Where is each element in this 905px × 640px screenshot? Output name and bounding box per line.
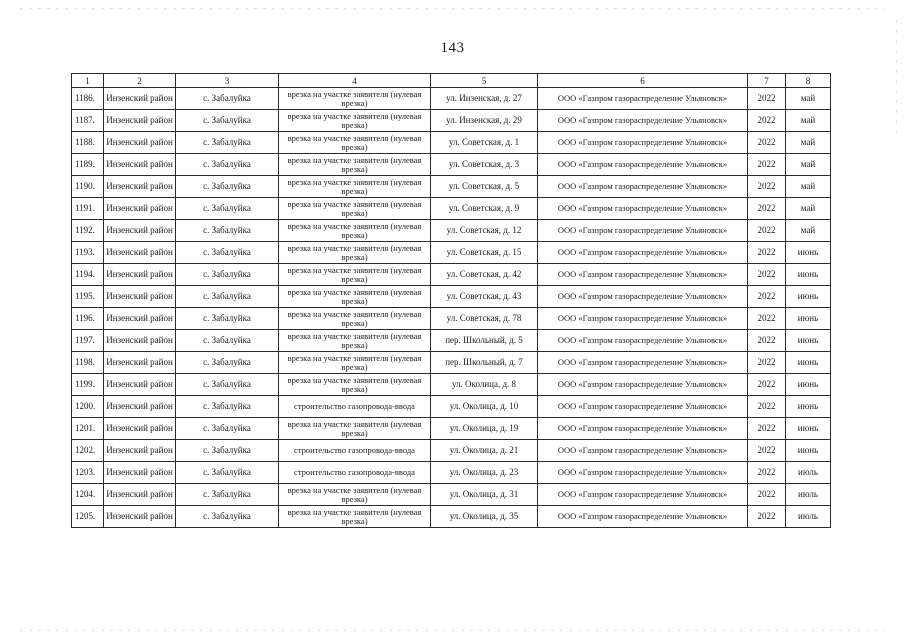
year-cell: 2022	[748, 330, 786, 352]
table-row	[72, 242, 831, 264]
row-number: 1195.	[72, 286, 104, 308]
scan-artifact-bottom	[20, 630, 885, 631]
district-cell: Инзенский район	[104, 330, 176, 352]
row-number: 1188.	[72, 132, 104, 154]
locality-cell: с. Забалуйка	[176, 176, 279, 198]
table-row	[72, 418, 831, 440]
table-row	[72, 198, 831, 220]
locality-cell: с. Забалуйка	[176, 88, 279, 110]
organization-cell: ООО «Газпром газораспределение Ульяновск»	[538, 396, 748, 418]
work-type-cell: врезка на участке заявителя (нулевая врезка)	[279, 264, 431, 286]
month-cell: май	[786, 132, 831, 154]
row-number: 1205.	[72, 506, 104, 528]
address-cell: ул. Советская, д. 5	[431, 176, 538, 198]
address-cell: ул. Советская, д. 15	[431, 242, 538, 264]
row-number: 1186.	[72, 88, 104, 110]
district-cell: Инзенский район	[104, 374, 176, 396]
month-cell: июнь	[786, 264, 831, 286]
organization-cell: ООО «Газпром газораспределение Ульяновск»	[538, 176, 748, 198]
district-cell: Инзенский район	[104, 484, 176, 506]
locality-cell: с. Забалуйка	[176, 330, 279, 352]
district-cell: Инзенский район	[104, 286, 176, 308]
organization-cell: ООО «Газпром газораспределение Ульяновск»	[538, 506, 748, 528]
year-cell: 2022	[748, 242, 786, 264]
address-cell: ул. Советская, д. 42	[431, 264, 538, 286]
address-cell: ул. Околица, д. 35	[431, 506, 538, 528]
address-cell: ул. Инзенская, д. 27	[431, 88, 538, 110]
row-number: 1193.	[72, 242, 104, 264]
organization-cell: ООО «Газпром газораспределение Ульяновск»	[538, 220, 748, 242]
year-cell: 2022	[748, 506, 786, 528]
year-cell: 2022	[748, 396, 786, 418]
year-cell: 2022	[748, 110, 786, 132]
locality-cell: с. Забалуйка	[176, 308, 279, 330]
row-number: 1196.	[72, 308, 104, 330]
month-cell: июль	[786, 506, 831, 528]
row-number: 1189.	[72, 154, 104, 176]
address-cell: ул. Советская, д. 12	[431, 220, 538, 242]
organization-cell: ООО «Газпром газораспределение Ульяновск»	[538, 418, 748, 440]
locality-cell: с. Забалуйка	[176, 220, 279, 242]
organization-cell: ООО «Газпром газораспределение Ульяновск»	[538, 462, 748, 484]
work-type-cell: врезка на участке заявителя (нулевая врезка)	[279, 418, 431, 440]
work-type-cell: врезка на участке заявителя (нулевая врезка)	[279, 176, 431, 198]
district-cell: Инзенский район	[104, 440, 176, 462]
organization-cell: ООО «Газпром газораспределение Ульяновск»	[538, 484, 748, 506]
month-cell: июнь	[786, 374, 831, 396]
district-cell: Инзенский район	[104, 264, 176, 286]
column-header-6: 6	[538, 74, 748, 88]
table-row	[72, 308, 831, 330]
locality-cell: с. Забалуйка	[176, 154, 279, 176]
month-cell: май	[786, 88, 831, 110]
row-number: 1200.	[72, 396, 104, 418]
year-cell: 2022	[748, 132, 786, 154]
district-cell: Инзенский район	[104, 506, 176, 528]
year-cell: 2022	[748, 176, 786, 198]
work-type-cell: строительство газопровода-ввода	[279, 396, 431, 418]
organization-cell: ООО «Газпром газораспределение Ульяновск»	[538, 330, 748, 352]
address-cell: пер. Школьный, д. 5	[431, 330, 538, 352]
month-cell: май	[786, 198, 831, 220]
month-cell: июль	[786, 484, 831, 506]
scan-artifact-top	[20, 8, 885, 9]
district-cell: Инзенский район	[104, 220, 176, 242]
table-row	[72, 506, 831, 528]
address-cell: ул. Околица, д. 19	[431, 418, 538, 440]
address-cell: ул. Советская, д. 9	[431, 198, 538, 220]
organization-cell: ООО «Газпром газораспределение Ульяновск»	[538, 132, 748, 154]
district-cell: Инзенский район	[104, 418, 176, 440]
address-cell: ул. Околица, д. 23	[431, 462, 538, 484]
table-body	[72, 88, 831, 528]
month-cell: май	[786, 220, 831, 242]
address-cell: ул. Советская, д. 1	[431, 132, 538, 154]
year-cell: 2022	[748, 286, 786, 308]
work-type-cell: врезка на участке заявителя (нулевая врезка)	[279, 220, 431, 242]
year-cell: 2022	[748, 440, 786, 462]
work-type-cell: врезка на участке заявителя (нулевая врезка)	[279, 242, 431, 264]
table-row	[72, 154, 831, 176]
address-cell: ул. Советская, д. 78	[431, 308, 538, 330]
row-number: 1191.	[72, 198, 104, 220]
month-cell: июнь	[786, 286, 831, 308]
work-type-cell: врезка на участке заявителя (нулевая врезка)	[279, 374, 431, 396]
address-cell: ул. Советская, д. 3	[431, 154, 538, 176]
work-type-cell: врезка на участке заявителя (нулевая врезка)	[279, 330, 431, 352]
column-header-7: 7	[748, 74, 786, 88]
month-cell: июнь	[786, 242, 831, 264]
table-row	[72, 264, 831, 286]
district-cell: Инзенский район	[104, 88, 176, 110]
address-cell: ул. Околица, д. 31	[431, 484, 538, 506]
locality-cell: с. Забалуйка	[176, 110, 279, 132]
row-number: 1198.	[72, 352, 104, 374]
year-cell: 2022	[748, 264, 786, 286]
table-row	[72, 330, 831, 352]
column-header-3: 3	[176, 74, 279, 88]
table-row	[72, 462, 831, 484]
organization-cell: ООО «Газпром газораспределение Ульяновск»	[538, 198, 748, 220]
page-number: 143	[440, 40, 465, 56]
year-cell: 2022	[748, 418, 786, 440]
row-number: 1194.	[72, 264, 104, 286]
work-type-cell: врезка на участке заявителя (нулевая врезка)	[279, 132, 431, 154]
locality-cell: с. Забалуйка	[176, 198, 279, 220]
table-row	[72, 484, 831, 506]
table-row	[72, 440, 831, 462]
table-row	[72, 396, 831, 418]
column-header-1: 1	[72, 74, 104, 88]
locality-cell: с. Забалуйка	[176, 242, 279, 264]
organization-cell: ООО «Газпром газораспределение Ульяновск»	[538, 154, 748, 176]
month-cell: июль	[786, 462, 831, 484]
month-cell: май	[786, 154, 831, 176]
table-header-row	[72, 74, 831, 88]
work-type-cell: врезка на участке заявителя (нулевая врезка)	[279, 484, 431, 506]
column-header-8: 8	[786, 74, 831, 88]
year-cell: 2022	[748, 154, 786, 176]
locality-cell: с. Забалуйка	[176, 440, 279, 462]
row-number: 1199.	[72, 374, 104, 396]
address-cell: ул. Советская, д. 43	[431, 286, 538, 308]
row-number: 1192.	[72, 220, 104, 242]
locality-cell: с. Забалуйка	[176, 132, 279, 154]
row-number: 1201.	[72, 418, 104, 440]
organization-cell: ООО «Газпром газораспределение Ульяновск»	[538, 374, 748, 396]
column-header-4: 4	[279, 74, 431, 88]
work-type-cell: врезка на участке заявителя (нулевая врезка)	[279, 286, 431, 308]
work-type-cell: врезка на участке заявителя (нулевая врезка)	[279, 154, 431, 176]
address-cell: ул. Инзенская, д. 29	[431, 110, 538, 132]
district-cell: Инзенский район	[104, 110, 176, 132]
organization-cell: ООО «Газпром газораспределение Ульяновск»	[538, 286, 748, 308]
district-cell: Инзенский район	[104, 198, 176, 220]
district-cell: Инзенский район	[104, 308, 176, 330]
locality-cell: с. Забалуйка	[176, 484, 279, 506]
table-row	[72, 220, 831, 242]
district-cell: Инзенский район	[104, 462, 176, 484]
organization-cell: ООО «Газпром газораспределение Ульяновск»	[538, 308, 748, 330]
month-cell: июнь	[786, 352, 831, 374]
organization-cell: ООО «Газпром газораспределение Ульяновск»	[538, 352, 748, 374]
work-type-cell: врезка на участке заявителя (нулевая врезка)	[279, 352, 431, 374]
column-header-5: 5	[431, 74, 538, 88]
month-cell: июнь	[786, 330, 831, 352]
month-cell: май	[786, 110, 831, 132]
district-cell: Инзенский район	[104, 242, 176, 264]
row-number: 1197.	[72, 330, 104, 352]
address-cell: ул. Околица, д. 10	[431, 396, 538, 418]
district-cell: Инзенский район	[104, 396, 176, 418]
table-row	[72, 110, 831, 132]
row-number: 1204.	[72, 484, 104, 506]
row-number: 1202.	[72, 440, 104, 462]
work-type-cell: строительство газопровода-ввода	[279, 440, 431, 462]
organization-cell: ООО «Газпром газораспределение Ульяновск»	[538, 242, 748, 264]
month-cell: июнь	[786, 308, 831, 330]
column-header-2: 2	[104, 74, 176, 88]
address-cell: ул. Околица, д. 8	[431, 374, 538, 396]
locality-cell: с. Забалуйка	[176, 264, 279, 286]
year-cell: 2022	[748, 198, 786, 220]
table-row	[72, 132, 831, 154]
year-cell: 2022	[748, 308, 786, 330]
work-type-cell: врезка на участке заявителя (нулевая врезка)	[279, 88, 431, 110]
work-type-cell: врезка на участке заявителя (нулевая врезка)	[279, 308, 431, 330]
month-cell: июнь	[786, 418, 831, 440]
table-row	[72, 88, 831, 110]
locality-cell: с. Забалуйка	[176, 462, 279, 484]
year-cell: 2022	[748, 88, 786, 110]
data-table	[71, 73, 831, 528]
work-type-cell: врезка на участке заявителя (нулевая врезка)	[279, 506, 431, 528]
month-cell: июнь	[786, 396, 831, 418]
address-cell: ул. Околица, д. 21	[431, 440, 538, 462]
table-row	[72, 352, 831, 374]
table-row	[72, 176, 831, 198]
locality-cell: с. Забалуйка	[176, 286, 279, 308]
address-cell: пер. Школьный, д. 7	[431, 352, 538, 374]
month-cell: май	[786, 176, 831, 198]
district-cell: Инзенский район	[104, 154, 176, 176]
locality-cell: с. Забалуйка	[176, 396, 279, 418]
month-cell: июнь	[786, 440, 831, 462]
work-type-cell: врезка на участке заявителя (нулевая врезка)	[279, 110, 431, 132]
organization-cell: ООО «Газпром газораспределение Ульяновск»	[538, 440, 748, 462]
row-number: 1190.	[72, 176, 104, 198]
locality-cell: с. Забалуйка	[176, 418, 279, 440]
organization-cell: ООО «Газпром газораспределение Ульяновск»	[538, 264, 748, 286]
organization-cell: ООО «Газпром газораспределение Ульяновск»	[538, 88, 748, 110]
district-cell: Инзенский район	[104, 352, 176, 374]
district-cell: Инзенский район	[104, 176, 176, 198]
year-cell: 2022	[748, 220, 786, 242]
table-row	[72, 374, 831, 396]
district-cell: Инзенский район	[104, 132, 176, 154]
year-cell: 2022	[748, 484, 786, 506]
work-type-cell: строительство газопровода-ввода	[279, 462, 431, 484]
row-number: 1203.	[72, 462, 104, 484]
locality-cell: с. Забалуйка	[176, 374, 279, 396]
table-row	[72, 286, 831, 308]
organization-cell: ООО «Газпром газораспределение Ульяновск»	[538, 110, 748, 132]
year-cell: 2022	[748, 374, 786, 396]
year-cell: 2022	[748, 462, 786, 484]
year-cell: 2022	[748, 352, 786, 374]
locality-cell: с. Забалуйка	[176, 352, 279, 374]
work-type-cell: врезка на участке заявителя (нулевая врезка)	[279, 198, 431, 220]
scan-artifact-right	[896, 20, 897, 140]
row-number: 1187.	[72, 110, 104, 132]
locality-cell: с. Забалуйка	[176, 506, 279, 528]
